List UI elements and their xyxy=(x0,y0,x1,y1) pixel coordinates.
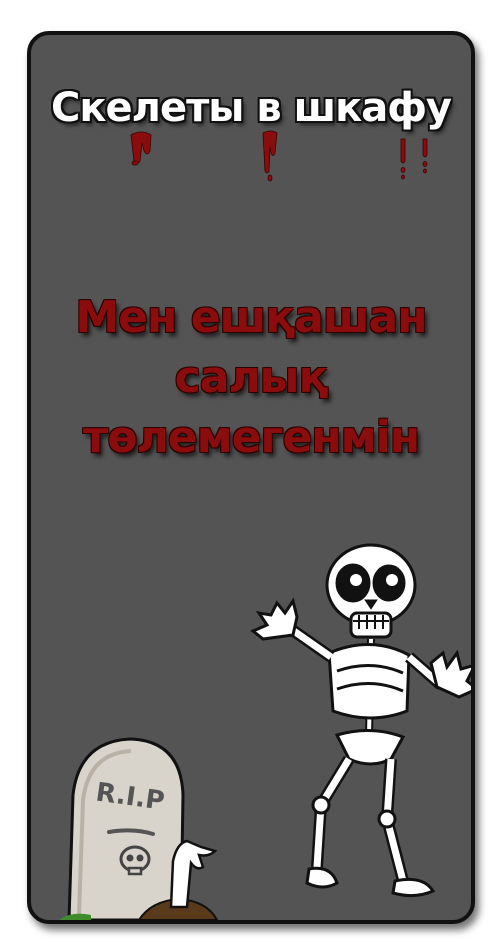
tombstone-icon xyxy=(59,739,217,920)
page-title: Скелеты в шкафу xyxy=(51,85,451,131)
skeleton-icon xyxy=(253,545,471,896)
card xyxy=(27,31,475,924)
confession-text: Мен ешқашан салық төлемегенмін xyxy=(75,292,427,463)
tombstone-epitaph: R.I.P xyxy=(93,777,167,817)
